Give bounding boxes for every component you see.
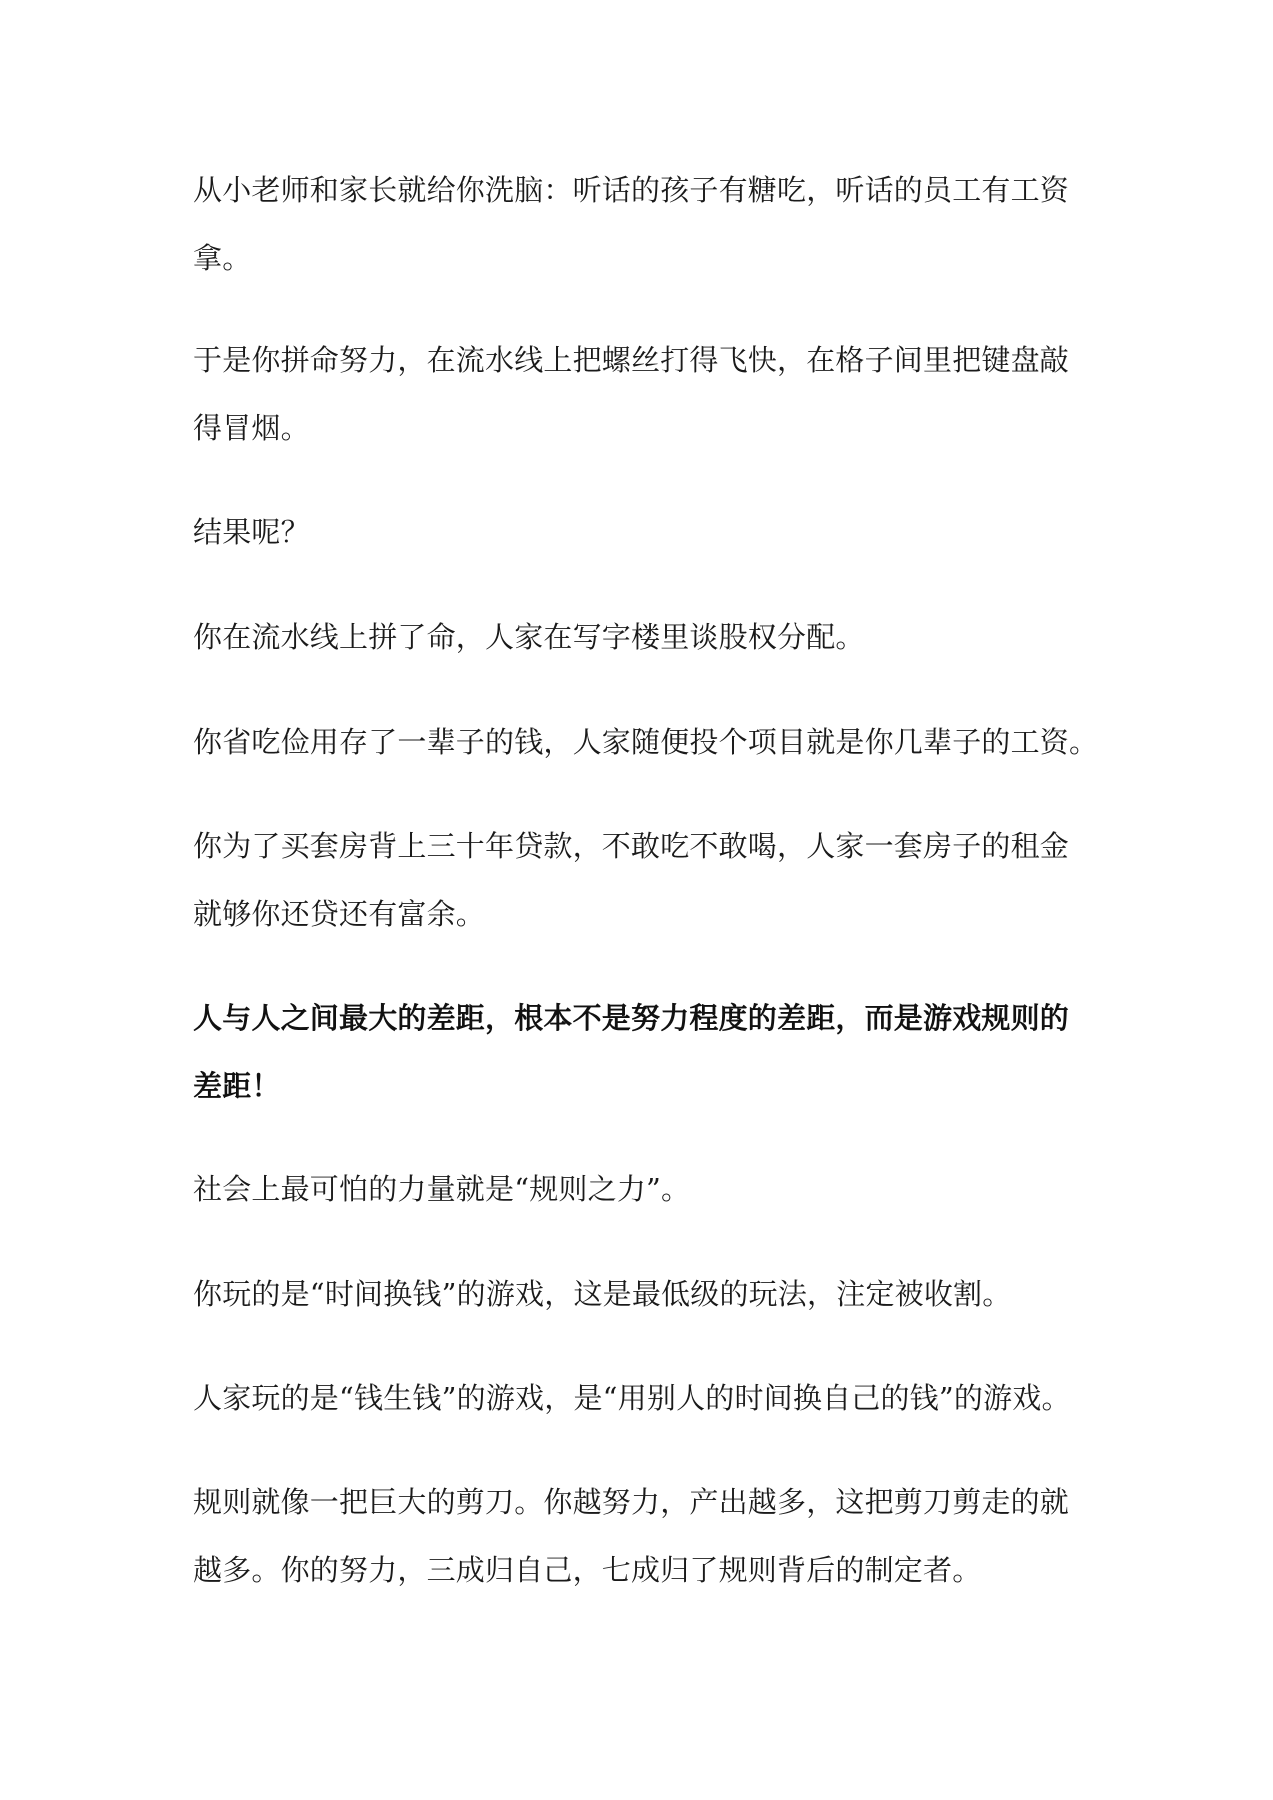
paragraph-line: 人与人之间最大的差距，根本不是努力程度的差距，而是游戏规则的 — [193, 1001, 1070, 1035]
paragraph-9 — [193, 1260, 1093, 1328]
paragraph-line: 规则就像一把巨大的剪刀。你越努力，产出越多，这把剪刀剪走的就 — [193, 1485, 1070, 1519]
paragraph-5 — [193, 708, 1099, 776]
paragraph-6 — [193, 812, 1093, 948]
paragraph-11 — [193, 1468, 1093, 1604]
paragraph-line: 你玩的是“时间换钱”的游戏，这是最低级的玩法，注定被收割。 — [193, 1277, 1012, 1311]
paragraph-line: 社会上最可怕的力量就是“规则之力”。 — [193, 1172, 691, 1206]
paragraph-2 — [193, 326, 1093, 462]
paragraph-line: 你在流水线上拼了命，人家在写字楼里谈股权分配。 — [193, 620, 865, 654]
paragraph-4 — [193, 603, 1093, 671]
paragraph-line: 你省吃俭用存了一辈子的钱，人家随便投个项目就是你几辈子的工资。 — [193, 725, 1099, 759]
paragraph-line: 你为了买套房背上三十年贷款，不敢吃不敢喝，人家一套房子的租金 — [193, 829, 1070, 863]
paragraph-line: 差距！ — [193, 1069, 281, 1103]
paragraph-line: 于是你拼命努力，在流水线上把螺丝打得飞快，在格子间里把键盘敲 — [193, 343, 1070, 377]
paragraph-line: 得冒烟。 — [193, 411, 310, 445]
paragraph-10 — [193, 1364, 1093, 1432]
paragraph-3 — [193, 498, 1093, 566]
paragraph-line: 就够你还贷还有富余。 — [193, 897, 486, 931]
paragraph-line: 越多。你的努力，三成归自己，七成归了规则背后的制定者。 — [193, 1553, 982, 1587]
paragraph-8 — [193, 1155, 1093, 1223]
paragraph-line: 人家玩的是“钱生钱”的游戏，是“用别人的时间换自己的钱”的游戏。 — [193, 1381, 1071, 1415]
paragraph-line: 从小老师和家长就给你洗脑：听话的孩子有糖吃，听话的员工有工资 — [193, 173, 1070, 207]
paragraph-1 — [193, 156, 1093, 292]
paragraph-7-bold — [193, 984, 1093, 1120]
paragraph-line: 结果呢？ — [193, 515, 310, 549]
paragraph-line: 拿。 — [193, 241, 252, 275]
